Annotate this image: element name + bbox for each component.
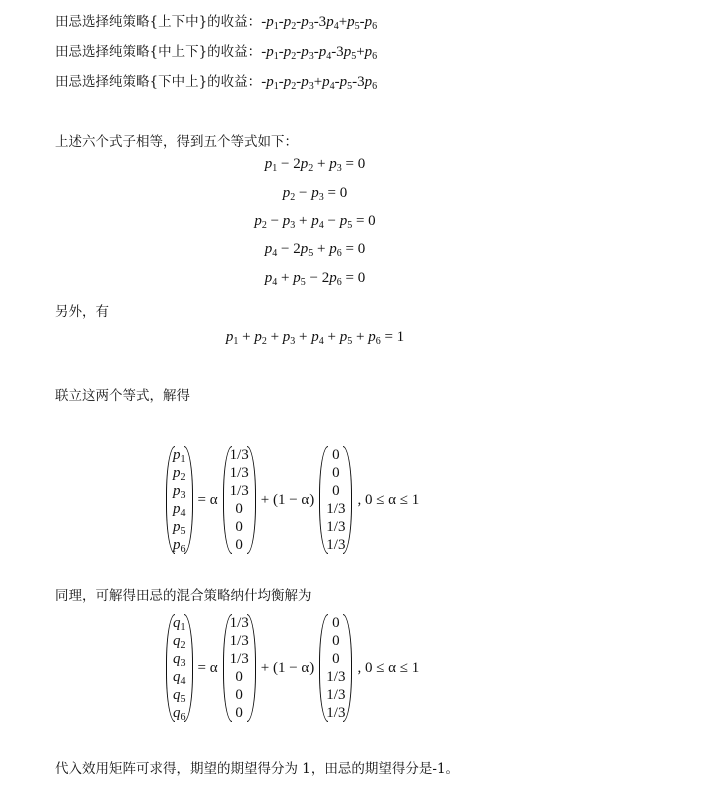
matrix-entry: $p_4$ [173, 501, 186, 519]
matrix-entry: $q_1$ [173, 615, 186, 633]
matrix-p [166, 446, 424, 554]
matrix-entry: 1/3 [326, 687, 346, 703]
payoff-label: 田忌选择纯策略{下中上}的收益： [55, 74, 262, 90]
payoff-expr: $-p_1-p_2-p_3+p_4-p_5-3p_6$ [261, 74, 378, 92]
matrix-entry: 0 [332, 651, 340, 667]
matrix-entry: 0 [332, 483, 340, 499]
payoff-label: 田忌选择纯策略{中上下}的收益： [55, 44, 262, 60]
equation-2: $p_2 - p_3 = 0$ [282, 185, 348, 203]
matrix-entry: $p_1$ [173, 447, 186, 465]
matrix-entry: 0 [235, 705, 243, 721]
alpha-condition: , 0 ≤ α ≤ 1 [357, 491, 420, 508]
matrix-entry: $p_6$ [173, 537, 186, 555]
equation-1: $p_1 - 2p_2 + p_3 = 0$ [264, 156, 366, 174]
variable-vector [166, 446, 193, 554]
intro-text: 上述六个式子相等，得到五个等式如下： [55, 134, 298, 150]
matrix-entry: $p_5$ [173, 519, 186, 537]
equation-4: $p_4 - 2p_5 + p_6 = 0$ [264, 241, 366, 259]
matrix-entry: $q_2$ [173, 633, 186, 651]
vector-2 [319, 446, 352, 554]
matrix-entry: 0 [235, 537, 243, 553]
matrix-entry: 1/3 [326, 537, 346, 553]
payoff-expr: $-p_1-p_2-p_3-p_4-3p_5+p_6$ [261, 44, 378, 62]
solve-text: 联立这两个等式，解得 [55, 388, 190, 404]
matrix-entry: 1/3 [229, 615, 249, 631]
matrix-entry: 1/3 [229, 651, 249, 667]
conclusion-text: 代入效用矩阵可求得，期望的期望得分为 1，田忌的期望得分是-1。 [55, 761, 460, 777]
variable-vector [166, 614, 193, 722]
additionally-text: 另外，有 [55, 304, 109, 320]
matrix-entry: $q_5$ [173, 687, 186, 705]
one-minus-alpha: + (1 − α) [260, 659, 315, 676]
matrix-entry: 1/3 [229, 633, 249, 649]
equals-alpha: = α [197, 659, 218, 676]
matrix-entry: 0 [235, 501, 243, 517]
payoff-line-2 [55, 40, 377, 61]
vector-2 [319, 614, 352, 722]
payoff-line-3 [55, 70, 377, 91]
payoff-expr: $-p_1-p_2-p_3-3p_4+p_5-p_6$ [261, 14, 378, 32]
matrix-entry: 1/3 [229, 465, 249, 481]
matrix-entry: 0 [235, 687, 243, 703]
payoff-label: 田忌选择纯策略{上下中}的收益： [55, 14, 262, 30]
matrix-entry: 0 [332, 465, 340, 481]
equals-alpha: = α [197, 491, 218, 508]
matrix-entry: $q_3$ [173, 651, 186, 669]
matrix-entry: 1/3 [229, 447, 249, 463]
matrix-entry: 1/3 [229, 483, 249, 499]
similar-text: 同理，可解得田忌的混合策略纳什均衡解为 [55, 588, 312, 604]
one-minus-alpha: + (1 − α) [260, 491, 315, 508]
matrix-entry: 1/3 [326, 705, 346, 721]
matrix-q [166, 614, 424, 722]
matrix-entry: $p_2$ [173, 465, 186, 483]
matrix-entry: 0 [332, 447, 340, 463]
matrix-entry: 0 [332, 633, 340, 649]
matrix-entry: 0 [332, 615, 340, 631]
payoff-line-1 [55, 10, 377, 31]
equation-5: $p_4 + p_5 - 2p_6 = 0$ [264, 270, 366, 288]
matrix-entry: 0 [235, 519, 243, 535]
vector-1 [223, 614, 256, 722]
matrix-entry: 1/3 [326, 519, 346, 535]
equation-3: $p_2 - p_3 + p_4 - p_5 = 0$ [254, 213, 376, 231]
alpha-condition: , 0 ≤ α ≤ 1 [357, 659, 420, 676]
sum-equation: $p_1 + p_2 + p_3 + p_4 + p_5 + p_6 = 1$ [225, 329, 405, 347]
matrix-entry: $q_6$ [173, 705, 186, 723]
matrix-entry: 1/3 [326, 501, 346, 517]
matrix-entry: $p_3$ [173, 483, 186, 501]
matrix-entry: $q_4$ [173, 669, 186, 687]
matrix-entry: 1/3 [326, 669, 346, 685]
matrix-entry: 0 [235, 669, 243, 685]
vector-1 [223, 446, 256, 554]
